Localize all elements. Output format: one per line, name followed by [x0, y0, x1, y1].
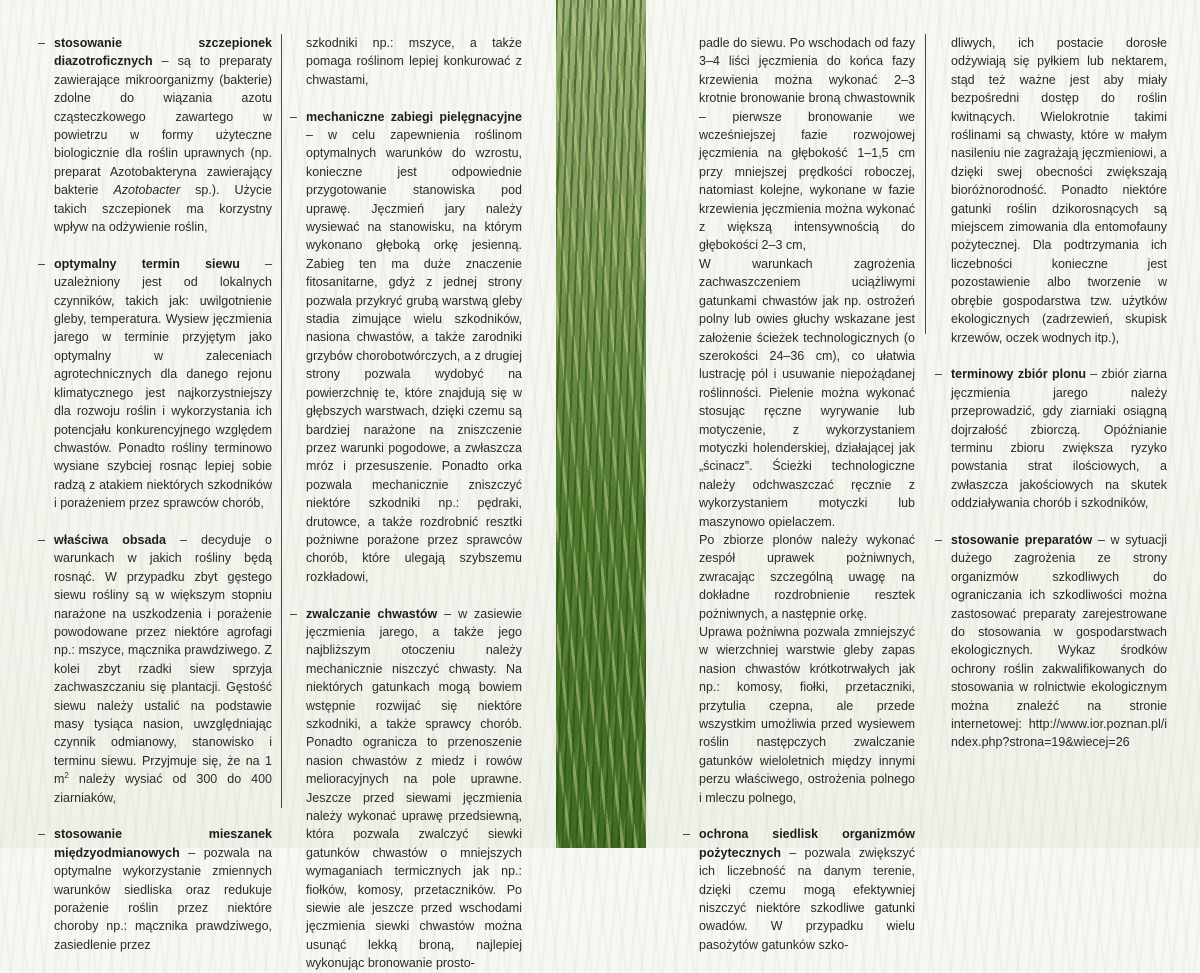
list-dash: –	[683, 827, 690, 842]
paragraph: Po zbiorze plonów należy wykonać zespół uprawek pożniwnych, zwracając szczególną uwagę na dokładne rozdrobnienie resztek pożniwnych, a następnie orkę.	[699, 532, 915, 621]
column-rule-right	[925, 34, 926, 334]
item-text: – w sytuacji dużego zagrożenia ze strony organizmów szkodliwych do ograniczania ich szkodliwości można zastosować preparaty zarejestrowane do stosowania w gospodarstwach ekologicznych. Wykaz środków ochrony roślin zakwalifikowanych do stosowania w rolnictwie ekologicznym można znaleźć na stronie internetowej:	[951, 532, 1167, 731]
item-heading: stosowanie mieszanek międzyodmianowych	[54, 827, 272, 860]
text-column-3	[683, 34, 915, 954]
paragraph: Uprawa pożniwna pozwala zmniejszyć w wierzchniej warstwie gleby zapas nasion chwastów krótkotrwałych jak np.: komosy, fiołki, przetaczniki, przytulia czepna, ale przede wszystkim umożliwia przed wysiewem roślin następczych zwalczanie gatunków wieloletnich między innymi perzu właściwego, ostrożenia polnego i mleczu polnego,	[699, 625, 915, 805]
item-text-end: należy wysiać od 300 do 400 ziarniaków,	[54, 772, 272, 805]
list-item	[38, 531, 272, 807]
item-text: – pozwala zwiększyć ich liczebność na danym terenie, dzięki czemu mogą efektywniej niszczyć niektóre szkodliwe gatunki owadów. W przypadku wielu pasożytów gatunków szko-	[699, 845, 915, 952]
list-dash: –	[38, 256, 45, 271]
item-heading: mechaniczne zabiegi pielęgnacyjne	[306, 109, 522, 124]
item-heading: właściwa obsada	[54, 532, 166, 547]
item-text: – w celu zapewnienia roślinom optymalnych warunków do wzrostu, konieczne jest odpowiednie przygotowanie stanowiska pod uprawę. Jęczmień jary należy wysiewać na stanowisku, na którym wykonano głęboką orkę jesienną. Zabieg ten ma duże znaczenie fitosanitarne, gdyż z jednej strony pozwala przykryć grubą warstwą gleby stadia zimujące wielu szkodników, nasiona chwastów, a także zarodniki grzybów chorobotwórczych, a z drugiej strony pozwala wydobyć na powierzchnię te, które znajdują się w głębszych warstwach, dzięki czemu są bardziej narażone na zniszczenie przez warunki pogodowe, a zwłaszcza mróz i przesuszenie. Ponadto orka pozwala mechanicznie zniszczyć niektóre szkodniki np.: pędraki, drutowce, a także rozdrobnić resztki pożniwne porażone przez sprawców chorób, które ulegają szybszemu rozkładowi,	[306, 128, 522, 584]
list-item	[683, 825, 915, 954]
list-item	[935, 365, 1167, 512]
item-text: – decyduje o warunkach w jakich rośliny będą rosnąć. W przypadku zbyt gęstego siewu rośliny są w większym stopniu narażone na uszkodzenia i porażenie powodowane przez niektóre agrofagi np.: mszyce, mącznika prawdziwego. Z kolei zbyt rzadki siew sprzyja zachwaszczaniu się plantacji. Gęstość siewu należy ustalić na podstawie masy tysiąca nasion, uwzględniając czynnik odmianowy, stanowisko i terminu siewu. Przyjmuje się, że na 1 m	[54, 532, 273, 787]
item-text: – zbiór ziarna jęczmienia jarego należy przeprowadzić, gdy ziarniaki osiągną dojrzałość zbiorczą. Opóźnianie terminu zbioru zwiększa ryzyko powstania strat ilościowych, a zwłaszcza jakościowych na skutek oddziaływania chorób i szkodników,	[951, 367, 1167, 511]
text-column-1	[38, 34, 272, 954]
list-dash: –	[38, 532, 45, 547]
barley-photo-strip	[556, 0, 646, 848]
superscript: 2	[64, 771, 69, 781]
text-column-2	[290, 34, 522, 973]
list-item	[290, 108, 522, 587]
column-rule-left	[281, 34, 282, 808]
list-dash: –	[38, 827, 45, 842]
list-item	[935, 531, 1167, 752]
item-heading: zwalczanie chwastów	[306, 606, 438, 621]
list-item	[38, 825, 272, 954]
list-dash: –	[935, 367, 942, 382]
item-heading: terminowy zbiór plonu	[951, 367, 1086, 382]
paragraph: W warunkach zagrożenia zachwaszczeniem uciążliwymi gatunkami chwastów jak np. ostrożeń polny lub owies głuchy wskazane jest założenie ścieżek technologicznych (o szerokości 24–36 cm), co ułatwia lustrację pól i usuwanie niepożądanej roślinności. Pielenie można wykonać stosując ręczne wyrywanie lub motyczenie, z wykorzystaniem motyczki holenderskiej, działającej jak „ścinacz”. Ścieżki technologiczne należy odchwaszczać ręcznie z wykorzystaniem motyczki lub maszynowo opielaczem.	[699, 256, 915, 529]
item-heading: ochrona siedlisk organizmów pożytecznych	[699, 827, 915, 860]
item-text: – uzależniony jest od lokalnych czynników, takich jak: uwilgotnienie gleby, temperatura. Wysiew jęczmienia jarego w terminie przyjętym jako optymalny w zaleceniach agrotechnicznych dla danego rejonu klimatycznego jest najkorzystniejszy dla rozwoju roślin i wykorzystania ich potencjału konkurencyjnego względem chwastów. Ponadto rośliny terminowo wysiane szybciej rosnąc lepiej sobie radzą z atakiem niektórych szkodników i porażeniem przez sprawców chorób,	[54, 256, 272, 511]
item-text: – pozwala na optymalne wykorzystanie zmiennych warunków siedliska oraz redukuje porażenie roślin przez niektóre choroby np.: mącznika prawdziwego, zasiedlenie przez	[54, 845, 272, 952]
list-dash: –	[290, 109, 297, 124]
item-heading: stosowanie preparatów	[951, 532, 1093, 547]
text-column-4	[935, 34, 1167, 752]
item-heading: optymalny termin siewu	[54, 256, 240, 271]
item-text-end: sp.). Użycie takich szczepionek ma korzystny wpływ na odżywienie roślin,	[54, 183, 272, 235]
paragraph: padle do siewu. Po wschodach od fazy 3–4 liści jęczmienia do końca fazy krzewienia można wykonać 2–3 krotnie bronowanie broną chwastownik – pierwsze bronowanie we wcześniejszej fazie rozwojowej jęczmienia na głębokość 1–1,5 cm przy mniejszej prędkości roboczej, natomiast kolejne, wykonane w fazie krzewienia jęczmienia można wykonać z większą intensywnością do głębokości 2–3 cm,	[699, 36, 915, 253]
item-text: – są to preparaty zawierające mikroorganizmy (bakterie) zdolne do wiązania azotu cząsteczkowego zawartego w powietrzu w formy użyteczne biologicznie dla roślin uprawnych (np. preparat Azotobakteryna zawierający bakterie	[54, 54, 272, 198]
list-dash: –	[290, 606, 297, 621]
list-dash: –	[38, 36, 45, 50]
web-link[interactable]: http://www.ior.poznan.pl/index.php?strona=19&wiecej=26	[951, 717, 1167, 750]
list-item	[290, 605, 522, 973]
item-heading: stosowanie szczepionek diazotroficznych	[54, 36, 272, 69]
continued-text: szkodniki np.: mszyce, a także pomaga roślinom lepiej konkurować z chwastami,	[306, 36, 522, 87]
list-item	[38, 34, 272, 236]
list-dash: –	[935, 532, 942, 547]
item-italic: Azotobacter	[113, 183, 181, 198]
list-item	[38, 255, 272, 513]
continued-text: dliwych, ich postacie dorosłe odżywiają się pyłkiem lub nektarem, stąd też ważne jest aby miały bezpośredni dostęp do roślin kwitnących. Wielokrotnie takimi roślinami są chwasty, które w małym nasileniu nie zagrażają jęczmieniowi, a dzięki swej obecności zwiększają bioróżnorodność. Ponadto niektóre gatunki roślin dzikorosnących są miejscem zimowania dla entomofauny pożytecznej. Dla podtrzymania ich liczebności konieczne jest pozostawienie albo tworzenie w obrębie gospodarstwa tzw. użytków ekologicznych (zadrzewień, skupisk krzewów, oczek wodnych itp.),	[951, 36, 1167, 345]
item-text: – w zasiewie jęczmienia jarego, a także jego najbliższym otoczeniu należy mechanicznie niszczyć chwasty. Na niektórych gatunkach mogą bowiem wstępnie rozwijać się niektóre szkodniki, a także sprawcy chorób. Ponadto ogranicza to przenoszenie nasion chwastów z miedz i rowów melioracyjnych na pole uprawne. Jeszcze przed siewami jęczmienia należy wykonać uprawę przedsiewną, która pozwala zwalczyć siewki gatunków chwastów o mniejszych wymaganiach termicznych jak np.: fiołków, komosy, przetaczników. Po siewie ale jeszcze przed wschodami jęczmienia siewki chwastów można usunąć lekką broną, najlepiej wykonując bronowanie prosto-	[306, 606, 522, 971]
